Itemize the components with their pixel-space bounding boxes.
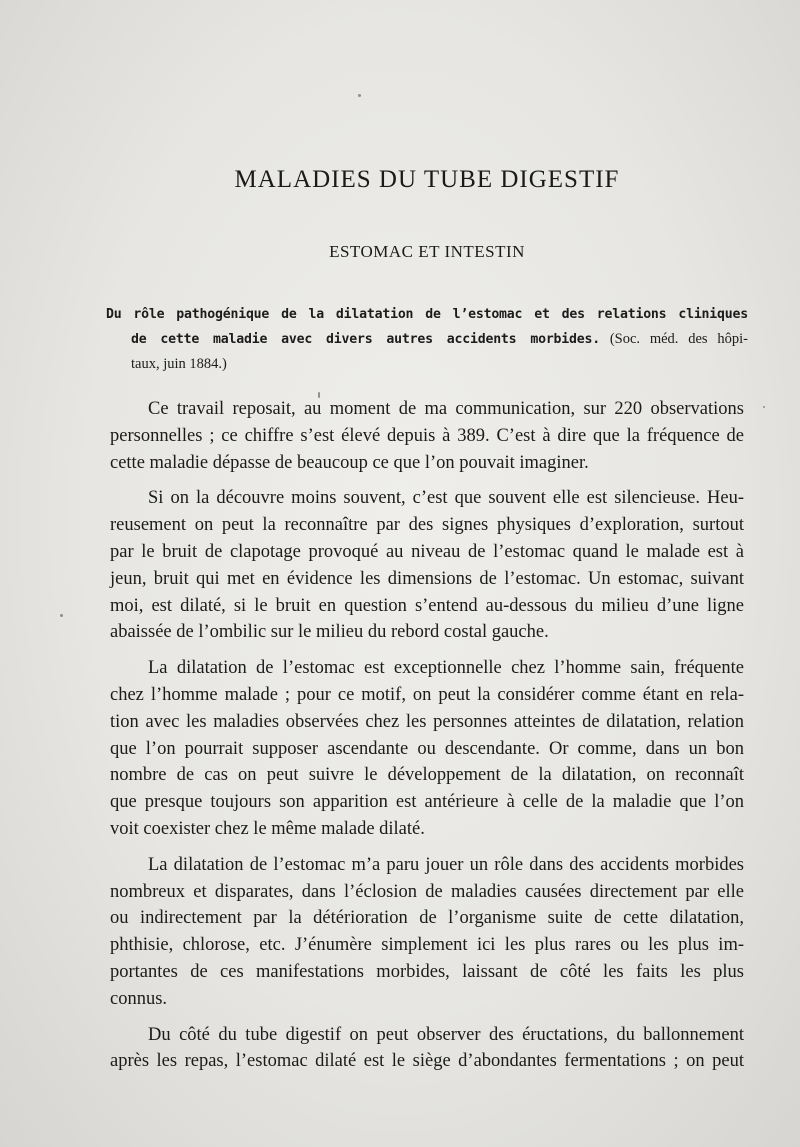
paragraph-2 — [110, 485, 744, 646]
article-heading-line-3: taux, juin 1884.) — [131, 356, 227, 372]
article-heading-line-2-source: (Soc. méd. des hôpi- — [600, 331, 748, 347]
text-line: reusement on peut la reconnaître par des signes physiques d’exploration, surtout — [110, 515, 744, 536]
text-line: Si on la découvre moins souvent, c’est que souvent elle est silencieuse. Heu- — [148, 488, 744, 509]
text-line: que presque toujours son apparition est antérieure à celle de la maladie que l’on — [110, 792, 744, 813]
text-line: connus. — [110, 988, 168, 1009]
article-heading-line-2-bold: de cette maladie avec divers autres accidents morbides. — [131, 332, 600, 347]
text-line: jeun, bruit qui met en évidence les dimensions de l’estomac. Un estomac, suivant — [110, 568, 744, 589]
text-line: nombre de cas on peut suivre le développement de la dilatation, on reconnaît — [110, 765, 744, 786]
text-line: abaissée de l’ombilic sur le milieu du rebord costal gauche. — [110, 622, 549, 643]
section-title: MALADIES DU TUBE DIGESTIF — [234, 166, 620, 193]
text-line: voit coexister chez le même malade dilaté. — [110, 818, 425, 839]
text-line: après les repas, l’estomac dilaté est le siège d’abondantes fermentations ; on peut — [110, 1051, 744, 1072]
text-line: que l’on pourrait supposer ascendante ou descendante. Or comme, dans un bon — [110, 738, 744, 759]
text-line: Ce travail reposait, au moment de ma communication, sur 220 observations — [148, 399, 744, 419]
paragraph-3 — [110, 655, 744, 843]
body-text — [110, 396, 744, 1084]
article-heading-line-2 — [106, 327, 748, 352]
article-heading — [106, 303, 748, 376]
paper-speck — [358, 94, 361, 97]
text-line: cette maladie dépasse de beaucoup ce que l’on pouvait imaginer. — [110, 452, 589, 473]
paper-speck — [763, 406, 765, 408]
text-line: tion avec les maladies observées chez les personnes atteintes de dilatation, relation — [110, 711, 744, 732]
article-heading-line-1: Du rôle pathogénique de la dilatation de l’estomac et des relations cliniques — [106, 307, 748, 322]
text-line: ou indirectement par la détérioration de l’organisme suite de cette dilatation, — [110, 908, 744, 929]
text-line: La dilatation de l’estomac m’a paru jouer un rôle dans des accidents morbides — [148, 854, 744, 875]
paragraph-5 — [110, 1022, 744, 1076]
text-line: personnelles ; ce chiffre s’est élevé depuis à 389. C’est à dire que la fréquence de — [110, 425, 744, 446]
paper-speck — [60, 614, 63, 617]
text-line: phthisie, chlorose, etc. J’énumère simplement ici les plus rares ou les plus im- — [110, 935, 744, 956]
text-line: par le bruit de clapotage provoqué au niveau de l’estomac quand le malade est à — [110, 541, 744, 562]
paragraph-4 — [110, 852, 744, 1013]
subsection-title: ESTOMAC ET INTESTIN — [329, 242, 525, 261]
text-line: chez l’homme malade ; pour ce motif, on peut la considérer comme étant en rela- — [110, 684, 744, 705]
text-line: Du côté du tube digestif on peut observer des éructations, du ballonnement — [148, 1024, 744, 1045]
paper-speck — [318, 392, 320, 398]
text-line: portantes de ces manifestations morbides, laissant de côté les faits les plus — [110, 961, 744, 982]
text-line: nombreux et disparates, dans l’éclosion de maladies causées directement par elle — [110, 881, 744, 902]
paragraph-1 — [110, 396, 744, 476]
text-line: moi, est dilaté, si le bruit en question s’entend au-dessous du milieu d’une ligne — [110, 595, 744, 616]
text-line: La dilatation de l’estomac est exceptionnelle chez l’homme sain, fréquente — [148, 658, 744, 679]
